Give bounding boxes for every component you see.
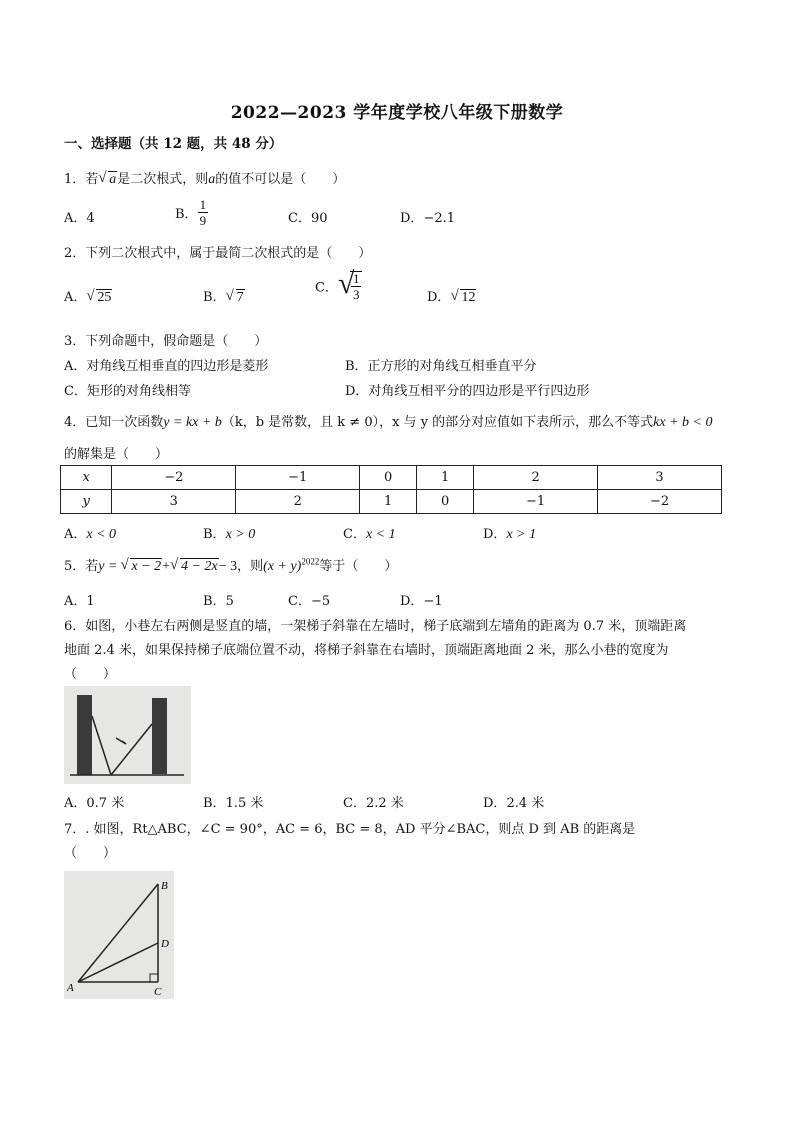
q1-option-b[interactable]: B． $\frac{1}{9}$ — [175, 197, 207, 228]
table-cell: x — [61, 466, 112, 490]
table-cell: y — [61, 490, 112, 514]
q4-option-a[interactable]: A．x < 0 — [64, 527, 117, 542]
value-table — [60, 465, 722, 514]
alley-ladder-figure — [64, 686, 191, 784]
question-7-line1: 7．. 如图，Rt△ABC，∠C = 90°，AC = 6，BC = 8，AD 平分∠BAC，则点 D 到 AB 的距离是 — [64, 822, 636, 837]
triangle-diagram — [64, 871, 174, 999]
q4-option-c[interactable]: C．x < 1 — [343, 527, 396, 542]
q2-option-c[interactable]: C． √ $\frac{1}{3}$ — [315, 271, 362, 301]
table-row-y — [61, 490, 722, 514]
table-cell: 1 — [360, 490, 417, 514]
q5-option-c[interactable]: C．−5 — [288, 594, 331, 609]
question-2-stem: 2．下列二次根式中，属于最简二次根式的是（ ） — [64, 246, 372, 261]
q6-option-d[interactable]: D．2.4 米 — [483, 796, 545, 811]
fraction-1-9: $\frac{1}{9}$ — [199, 197, 207, 228]
q3-option-c[interactable]: C．矩形的对角线相等 — [64, 384, 191, 399]
q1-option-d[interactable]: D．−2.1 — [400, 211, 456, 226]
question-6-line3: （ ） — [64, 667, 117, 682]
q3-option-a[interactable]: A．对角线互相垂直的四边形是菱形 — [64, 359, 269, 374]
table-cell: 0 — [417, 490, 474, 514]
q4-option-d[interactable]: D．x > 1 — [483, 527, 537, 542]
page-title: 2022—2023 学年度学校八年级下册数学 — [230, 103, 564, 123]
question-6-line1: 6．如图，小巷左右两侧是竖直的墙，一架梯子斜靠在左墙时，梯子底端到左墙角的距离为 0.7 米，顶端距离 — [64, 619, 687, 634]
question-5-stem: 5．若y = √ x − 2+ √ 4 − 2x− 3，则$(x + y)^{2022}$等于（ ） — [64, 556, 398, 574]
q3-option-d[interactable]: D．对角线互相平分的四边形是平行四边形 — [345, 384, 590, 399]
q2-option-a[interactable]: A． √ 25 — [64, 288, 112, 305]
label-c: C — [154, 986, 162, 998]
question-4-stem: 4．已知一次函数y = kx + b（k，b 是常数，且 k ≠ 0），x 与 y 的部分对应值如下表所示，那么不等式kx + b < 0 — [64, 415, 713, 430]
table-cell: −2 — [598, 490, 722, 514]
label-a: A — [67, 982, 74, 994]
label-d: D — [161, 938, 169, 950]
question-3-stem: 3．下列命题中，假命题是（ ） — [64, 334, 268, 349]
q1-tail: 的值不可以是（ ） — [215, 172, 346, 187]
alley-ladder-image — [64, 686, 191, 784]
q2-option-d[interactable]: D． √ 12 — [427, 288, 476, 305]
q1-var: a — [208, 172, 216, 187]
table-cell: 2 — [474, 466, 598, 490]
left-wall — [77, 695, 92, 775]
q2-option-b[interactable]: B． √ 7 — [203, 288, 244, 305]
section-heading: 一、选择题（共 12 题，共 48 分） — [64, 136, 283, 152]
q4-option-b[interactable]: B．x > 0 — [203, 527, 256, 542]
table-cell: 1 — [417, 466, 474, 490]
q6-option-a[interactable]: A．0.7 米 — [64, 796, 125, 811]
q1-option-c[interactable]: C．90 — [288, 211, 328, 226]
triangle-figure — [64, 871, 174, 999]
label-b: B — [161, 880, 168, 892]
q3-option-b[interactable]: B．正方形的对角线互相垂直平分 — [345, 359, 537, 374]
q1-option-a[interactable]: A．4 — [64, 211, 95, 226]
q5-option-b[interactable]: B．5 — [203, 594, 234, 609]
question-1-stem — [64, 168, 345, 188]
q6-option-b[interactable]: B．1.5 米 — [203, 796, 264, 811]
table-cell: 3 — [598, 466, 722, 490]
q6-option-c[interactable]: C．2.2 米 — [343, 796, 404, 811]
q1-mid: 是二次根式，则 — [117, 172, 209, 187]
table-cell: 3 — [112, 490, 236, 514]
table-row-x — [61, 466, 722, 490]
table-cell: −1 — [236, 466, 360, 490]
q5-option-d[interactable]: D．−1 — [400, 594, 443, 609]
question-6-line2: 地面 2.4 米，如果保持梯子底端位置不动，将梯子斜靠在右墙时，顶端距离地面 2 米，那么小巷的宽度为 — [64, 643, 669, 658]
question-4-stem-cont: 的解集是（ ） — [64, 447, 169, 462]
q5-option-a[interactable]: A．1 — [64, 594, 95, 609]
table-cell: 0 — [360, 466, 417, 490]
table-cell: −2 — [112, 466, 236, 490]
question-7-line2: （ ） — [64, 846, 117, 861]
right-wall — [152, 698, 167, 774]
q1-number: 1．若 — [64, 172, 99, 187]
sqrt-a: √ a — [98, 170, 117, 187]
table-cell: −1 — [474, 490, 598, 514]
table-cell: 2 — [236, 490, 360, 514]
